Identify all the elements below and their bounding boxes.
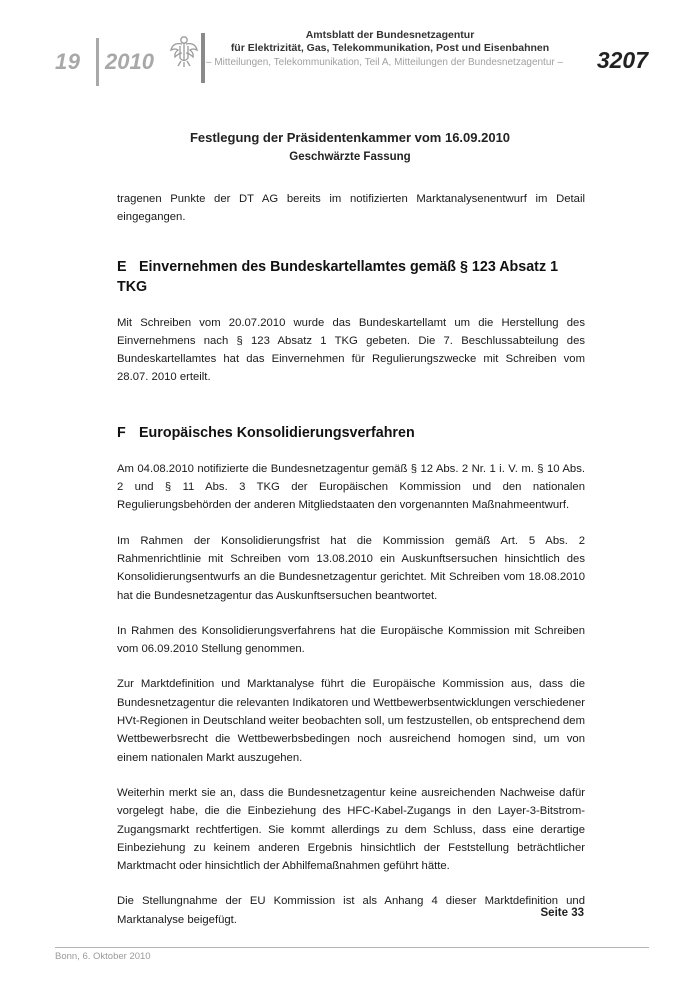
publication-subtitle: für Elektrizität, Gas, Telekommunikation, Post und Eisenbahnen xyxy=(230,42,550,54)
section-e-letter: E xyxy=(117,258,127,275)
section-f-paragraph: In Rahmen des Konsolidierungsverfahrens hat die Europäische Kommission mit Schreiben vom 06.09.2010 Stellung genommen. xyxy=(117,624,585,656)
section-f-paragraph: Zur Marktdefinition und Marktanalyse führt die Europäische Kommission aus, dass die Bundesnetzagentur die relevanten Indikatoren und Wettbewerbsentwicklungen verschiedener HVt-Regionen in Deutschland weiter beobachten soll, um festzustellen, ob entsprechend dem Wettbewerbsrecht die Wettbewerbsbedingen noch ausreichend homogen sind, um von einem nationalen Markt auszugehen. xyxy=(117,678,585,764)
publication-title: Amtsblatt der Bundesnetzagentur xyxy=(305,29,475,41)
section-line: – Mitteilungen, Telekommunikation, Teil A, Mitteilungen der Bundesnetzagentur – xyxy=(206,57,564,68)
section-f-title: Europäisches Konsolidierungsverfahren xyxy=(139,424,415,441)
federal-eagle-icon xyxy=(169,34,199,68)
footer-place-date: Bonn, 6. Oktober 2010 xyxy=(55,951,151,962)
issue-year: 2010 xyxy=(105,49,154,74)
intro-paragraph: tragenen Punkte der DT AG bereits im notifizierten Marktanalysenentwurf im Detail eingegangen. xyxy=(117,193,585,224)
section-f-paragraph: Weiterhin merkt sie an, dass die Bundesnetzagentur keine ausreichenden Nachweise dafür vorgelegt habe, die die Einbeziehung des HFC-Kabel-Zugangs in den Layer-3-Bitstrom-Zugangsmarkt rechtfertigen. Sie kommt allerdings zu dem Schluss, dass eine derartige Einbeziehung zu keinem anderen Ergebnis hinsichtlich der Feststellung beträchtlicher Marktmacht oder hinsichtlich der Abhilfemaßnahmen geführt hätte. xyxy=(117,786,585,873)
document-title: Festlegung der Präsidentenkammer vom 16.09.2010 xyxy=(189,130,511,145)
issue-number: 19 xyxy=(55,49,81,74)
publication-title-block xyxy=(220,29,560,55)
section-f-heading xyxy=(117,423,585,443)
section-f-paragraph: Die Stellungnahme der EU Kommission ist als Anhang 4 dieser Marktdefinition und Marktanalyse beigefügt. xyxy=(117,895,585,926)
section-f-paragraph: Am 04.08.2010 notifizierte die Bundesnetzagentur gemäß § 12 Abs. 2 Nr. 1 i. V. m. § 10 Abs. 2 und § 11 Abs. 3 TKG der Europäischen Kommission und den nationalen Regulierungsbehörden der anderen Mitgliedstaaten den vorgenannten Maßnahmeentwurf. xyxy=(117,462,585,512)
page-label: Seite 33 xyxy=(540,907,584,919)
section-f-letter: F xyxy=(117,424,126,441)
header-divider xyxy=(96,38,99,86)
document-subtitle: Geschwärzte Fassung xyxy=(289,151,411,163)
page-number: 3207 xyxy=(596,47,648,73)
section-e-heading xyxy=(117,257,585,297)
footer-divider xyxy=(55,947,649,948)
document-body xyxy=(117,190,585,946)
header-divider-emblem xyxy=(201,33,205,83)
section-e-title: Einvernehmen des Bundeskartellamtes gemäß § 123 Absatz 1 TKG xyxy=(117,258,559,295)
section-e-paragraph: Mit Schreiben vom 20.07.2010 wurde das Bundeskartellamt um die Herstellung des Einvernehmens nach § 123 Absatz 1 TKG gebeten. Die 7. Beschlussabteilung des Bundeskartellamtes hat das Einvernehmen für Regulierungszwecke mit Schreiben vom 28.07. 2010 erteilt. xyxy=(117,316,585,384)
section-f-paragraph: Im Rahmen der Konsolidierungsfrist hat die Kommission gemäß Art. 5 Abs. 2 Rahmenrichtlinie mit Schreiben vom 13.08.2010 ein Auskunftsersuchen hinsichtlich des Konsolidierungsentwurfs an die Bundesnetzagentur gerichtet. Mit Schreiben vom 18.08.2010 hat die Bundesnetzagentur das Auskunftsersuchen beantwortet. xyxy=(117,534,585,602)
